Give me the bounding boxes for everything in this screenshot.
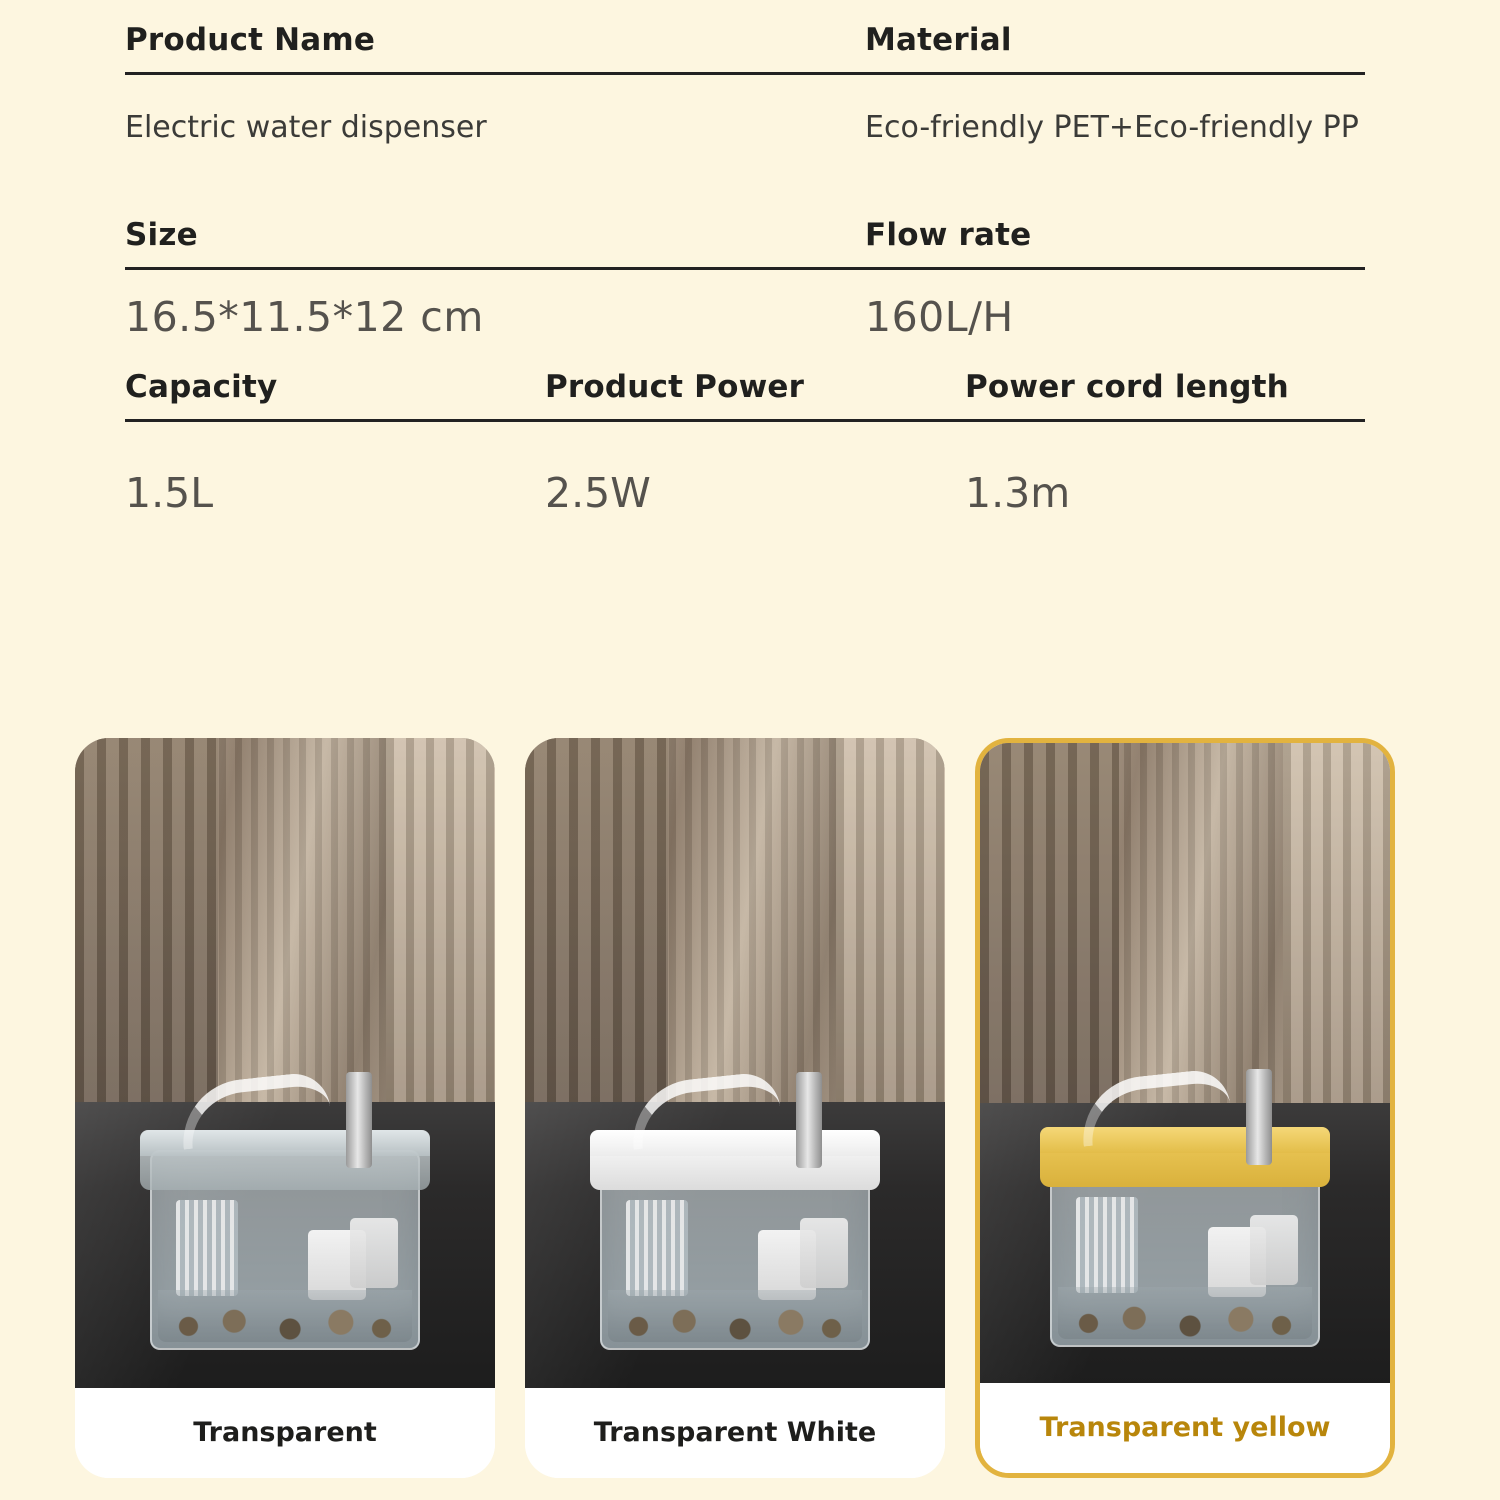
spec-value-material: Eco-friendly PET+Eco-friendly PP	[865, 110, 1359, 145]
filter-box-secondary	[1250, 1215, 1298, 1285]
variant-caption	[75, 1388, 495, 1478]
spec-row-headers	[125, 369, 1365, 405]
pebbles	[1058, 1287, 1312, 1339]
filter-box-secondary	[800, 1218, 848, 1288]
spec-value-size: 16.5*11.5*12 cm	[125, 292, 484, 341]
spec-row-divider	[125, 72, 1365, 75]
spec-value-product-name: Electric water dispenser	[125, 110, 487, 145]
curtain-right	[836, 738, 945, 1102]
spec-header-flow-rate: Flow rate	[865, 216, 1032, 253]
spec-row-values	[125, 292, 1365, 343]
variant-caption	[525, 1388, 945, 1478]
variant-gallery	[75, 738, 1435, 1478]
variant-photo	[980, 743, 1390, 1385]
variant-label: Transparent yellow	[1039, 1412, 1331, 1444]
filter-ribs	[626, 1200, 688, 1296]
spec-value-power-cord-length: 1.3m	[965, 468, 1071, 517]
product-photo-scene	[980, 743, 1390, 1385]
filter-ribs	[1076, 1197, 1138, 1293]
spec-value-capacity: 1.5L	[125, 468, 214, 517]
spec-header-capacity: Capacity	[125, 368, 278, 405]
spec-header-product-name: Product Name	[125, 22, 376, 58]
variant-label: Transparent White	[593, 1417, 877, 1449]
filter-ribs	[176, 1200, 238, 1296]
curtain-left	[525, 738, 668, 1102]
spec-row-divider	[125, 419, 1365, 422]
spec-row-headers	[125, 22, 1365, 58]
water-fountain	[1040, 1047, 1330, 1347]
water-fountain	[590, 1050, 880, 1350]
variant-caption	[980, 1383, 1390, 1473]
spec-row	[125, 217, 1365, 343]
variant-photo	[525, 738, 945, 1388]
spec-row	[125, 369, 1365, 519]
curtain-left	[75, 738, 218, 1102]
spec-table	[125, 22, 1365, 519]
spec-row-divider	[125, 267, 1365, 270]
variant-label: Transparent	[193, 1417, 377, 1449]
variant-card-transparent-white[interactable]	[525, 738, 945, 1478]
variant-card-transparent-yellow[interactable]	[975, 738, 1395, 1478]
spec-header-product-power: Product Power	[545, 368, 805, 405]
variant-card-transparent[interactable]	[75, 738, 495, 1478]
spec-row-values	[125, 468, 1365, 519]
filter-box-secondary	[350, 1218, 398, 1288]
spec-row-values	[125, 109, 1365, 147]
product-photo-scene	[75, 738, 495, 1388]
spec-header-size: Size	[125, 216, 198, 253]
spec-value-flow-rate: 160L/H	[865, 292, 1014, 341]
faucet-spout	[796, 1072, 822, 1168]
water-fountain	[140, 1050, 430, 1350]
spec-row	[125, 22, 1365, 147]
pebbles	[158, 1290, 412, 1342]
pebbles	[608, 1290, 862, 1342]
curtain-right	[386, 738, 495, 1102]
spec-header-power-cord-length: Power cord length	[965, 368, 1289, 405]
product-photo-scene	[525, 738, 945, 1388]
faucet-spout	[1246, 1069, 1272, 1165]
variant-photo	[75, 738, 495, 1388]
spec-row-headers	[125, 217, 1365, 253]
spec-header-material: Material	[865, 22, 1012, 58]
faucet-spout	[346, 1072, 372, 1168]
spec-value-product-power: 2.5W	[545, 468, 651, 517]
